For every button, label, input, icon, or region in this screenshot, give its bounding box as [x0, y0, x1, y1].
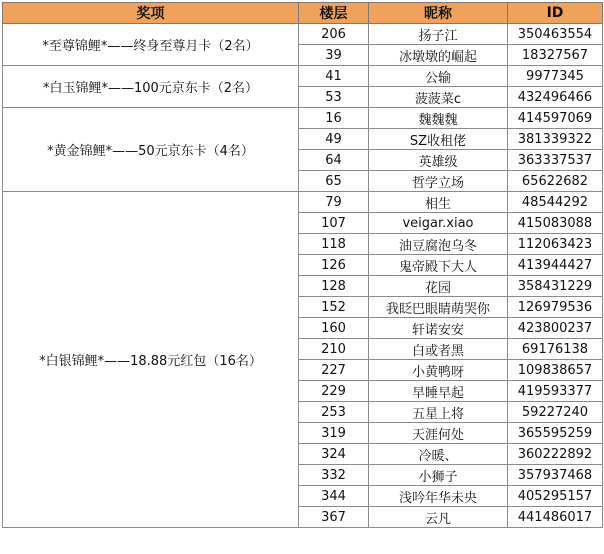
floor-cell: 152 [299, 297, 369, 318]
id-cell: 18327567 [508, 45, 603, 66]
nickname-cell: 花园 [369, 276, 508, 297]
table-row [3, 192, 603, 213]
id-cell: 126979536 [508, 297, 603, 318]
nickname-cell: 菠菠菜c [369, 87, 508, 108]
prize-cell: *白银锦鲤*——18.88元红包（16名） [3, 192, 299, 528]
header-id: ID [508, 3, 603, 24]
floor-cell: 79 [299, 192, 369, 213]
table-row [3, 66, 603, 87]
nickname-cell: 五星上将 [369, 402, 508, 423]
floor-cell: 126 [299, 255, 369, 276]
id-cell: 358431229 [508, 276, 603, 297]
floor-cell: 53 [299, 87, 369, 108]
id-cell: 69176138 [508, 339, 603, 360]
id-cell: 363337537 [508, 150, 603, 171]
nickname-cell: 冷暖、 [369, 444, 508, 465]
floor-cell: 206 [299, 24, 369, 45]
floor-cell: 319 [299, 423, 369, 444]
nickname-cell: 相生 [369, 192, 508, 213]
id-cell: 405295157 [508, 486, 603, 507]
floor-cell: 324 [299, 444, 369, 465]
id-cell: 59227240 [508, 402, 603, 423]
nickname-cell: 冰墩墩的崛起 [369, 45, 508, 66]
floor-cell: 253 [299, 402, 369, 423]
nickname-cell: 早睡早起 [369, 381, 508, 402]
floor-cell: 128 [299, 276, 369, 297]
nickname-cell: 公输 [369, 66, 508, 87]
nickname-cell: 鬼帝殿下大人 [369, 255, 508, 276]
floor-cell: 64 [299, 150, 369, 171]
winners-table [2, 2, 603, 528]
floor-cell: 227 [299, 360, 369, 381]
floor-cell: 118 [299, 234, 369, 255]
id-cell: 414597069 [508, 108, 603, 129]
id-cell: 413944427 [508, 255, 603, 276]
header-row [3, 3, 603, 24]
nickname-cell: 云凡 [369, 507, 508, 528]
nickname-cell: 小狮子 [369, 465, 508, 486]
id-cell: 350463554 [508, 24, 603, 45]
prize-cell: *至尊锦鲤*——终身至尊月卡（2名） [3, 24, 299, 66]
id-cell: 112063423 [508, 234, 603, 255]
header-prize: 奖项 [3, 3, 299, 24]
id-cell: 419593377 [508, 381, 603, 402]
header-nickname: 昵称 [369, 3, 508, 24]
nickname-cell: 扬子江 [369, 24, 508, 45]
floor-cell: 160 [299, 318, 369, 339]
id-cell: 9977345 [508, 66, 603, 87]
floor-cell: 16 [299, 108, 369, 129]
id-cell: 441486017 [508, 507, 603, 528]
floor-cell: 332 [299, 465, 369, 486]
id-cell: 423800237 [508, 318, 603, 339]
floor-cell: 39 [299, 45, 369, 66]
nickname-cell: 我眨巴眼睛萌哭你 [369, 297, 508, 318]
nickname-cell: 浅吟年华未央 [369, 486, 508, 507]
floor-cell: 107 [299, 213, 369, 234]
floor-cell: 210 [299, 339, 369, 360]
prize-cell: *黄金锦鲤*——50元京东卡（4名） [3, 108, 299, 192]
table-row [3, 108, 603, 129]
id-cell: 432496466 [508, 87, 603, 108]
id-cell: 109838657 [508, 360, 603, 381]
nickname-cell: 油豆腐泡乌冬 [369, 234, 508, 255]
nickname-cell: 白或者黑 [369, 339, 508, 360]
floor-cell: 65 [299, 171, 369, 192]
prize-cell: *白玉锦鲤*——100元京东卡（2名） [3, 66, 299, 108]
nickname-cell: 轩诺安安 [369, 318, 508, 339]
floor-cell: 49 [299, 129, 369, 150]
floor-cell: 41 [299, 66, 369, 87]
nickname-cell: 天涯何处 [369, 423, 508, 444]
table-row [3, 24, 603, 45]
nickname-cell: 魏魏魏 [369, 108, 508, 129]
id-cell: 357937468 [508, 465, 603, 486]
nickname-cell: 英雄级 [369, 150, 508, 171]
id-cell: 365595259 [508, 423, 603, 444]
id-cell: 48544292 [508, 192, 603, 213]
id-cell: 415083088 [508, 213, 603, 234]
nickname-cell: veigar.xiao [369, 213, 508, 234]
header-floor: 楼层 [299, 3, 369, 24]
id-cell: 65622682 [508, 171, 603, 192]
floor-cell: 344 [299, 486, 369, 507]
nickname-cell: 小黄鸭呀 [369, 360, 508, 381]
nickname-cell: SZ收租佬 [369, 129, 508, 150]
nickname-cell: 哲学立场 [369, 171, 508, 192]
table-body [3, 24, 603, 528]
floor-cell: 367 [299, 507, 369, 528]
id-cell: 360222892 [508, 444, 603, 465]
floor-cell: 229 [299, 381, 369, 402]
id-cell: 381339322 [508, 129, 603, 150]
